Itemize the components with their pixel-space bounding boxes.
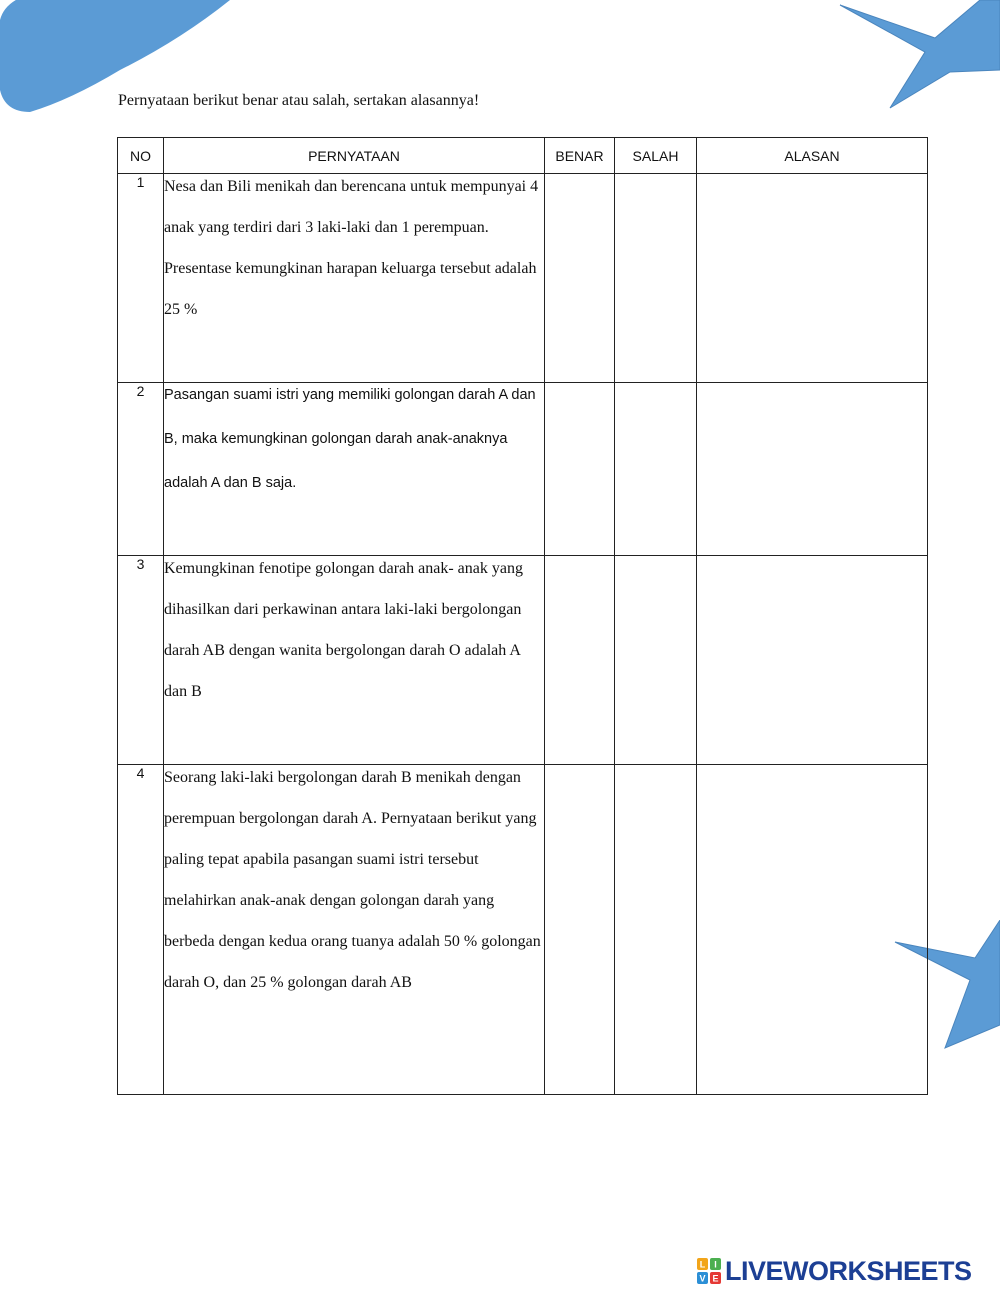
star-top-right-decoration: [830, 0, 1000, 115]
header-false: SALAH: [615, 138, 697, 174]
table-row: [118, 174, 928, 383]
worksheet-table: [117, 137, 928, 1095]
reason-answer-box[interactable]: [697, 765, 928, 1095]
false-answer-box[interactable]: [615, 174, 697, 383]
statement-text: Pasangan suami istri yang memiliki golongan darah A dan B, maka kemungkinan golongan darah anak-anaknya adalah A dan B saja.: [164, 387, 536, 491]
reason-answer-box[interactable]: [697, 174, 928, 383]
table-row: [118, 556, 928, 765]
logo-wordmark: LIVEWORKSHEETS: [725, 1255, 972, 1286]
statement-cell: [164, 383, 545, 556]
true-answer-box[interactable]: [545, 765, 615, 1095]
true-answer-box[interactable]: [545, 556, 615, 765]
row-number: 2: [118, 383, 164, 556]
table-row: [118, 383, 928, 556]
row-number: 3: [118, 556, 164, 765]
false-answer-box[interactable]: [615, 765, 697, 1095]
svg-text:I: I: [714, 1259, 717, 1270]
header-statement: PERNYATAAN: [164, 138, 545, 174]
reason-answer-box[interactable]: [697, 383, 928, 556]
true-answer-box[interactable]: [545, 174, 615, 383]
statement-text: Seorang laki-laki bergolongan darah B menikah dengan perempuan bergolongan darah A. Pernyataan berikut yang paling tepat apabila pasangan suami istri tersebut melahirkan anak-anak dengan golongan darah yang berbeda dengan kedua orang tuanya adalah 50 % golongan darah O, dan 25 % golongan darah AB: [164, 769, 541, 991]
liveworksheets-mark-icon: [697, 1258, 721, 1284]
svg-text:V: V: [699, 1273, 706, 1284]
true-answer-box[interactable]: [545, 383, 615, 556]
liveworksheets-logo: [697, 1256, 972, 1286]
instruction-text: Pernyataan berikut benar atau salah, sertakan alasannya!: [118, 92, 480, 109]
svg-text:E: E: [712, 1273, 719, 1284]
header-reason: ALASAN: [697, 138, 928, 174]
statement-cell: [164, 556, 545, 765]
statement-cell: [164, 174, 545, 383]
header-true: BENAR: [545, 138, 615, 174]
row-number: 1: [118, 174, 164, 383]
statement-text: Nesa dan Bili menikah dan berencana untuk mempunyai 4 anak yang terdiri dari 3 laki-laki dan 1 perempuan. Presentase kemungkinan harapan keluarga tersebut adalah 25 %: [164, 178, 539, 318]
statement-text: Kemungkinan fenotipe golongan darah anak- anak yang dihasilkan dari perkawinan antara laki-laki bergolongan darah AB dengan wanita bergolongan darah O adalah A dan B: [164, 560, 523, 700]
table-row: [118, 765, 928, 1095]
row-number: 4: [118, 765, 164, 1095]
statement-cell: [164, 765, 545, 1095]
reason-answer-box[interactable]: [697, 556, 928, 765]
false-answer-box[interactable]: [615, 556, 697, 765]
svg-text:L: L: [699, 1259, 706, 1270]
false-answer-box[interactable]: [615, 383, 697, 556]
header-no: NO: [118, 138, 164, 174]
